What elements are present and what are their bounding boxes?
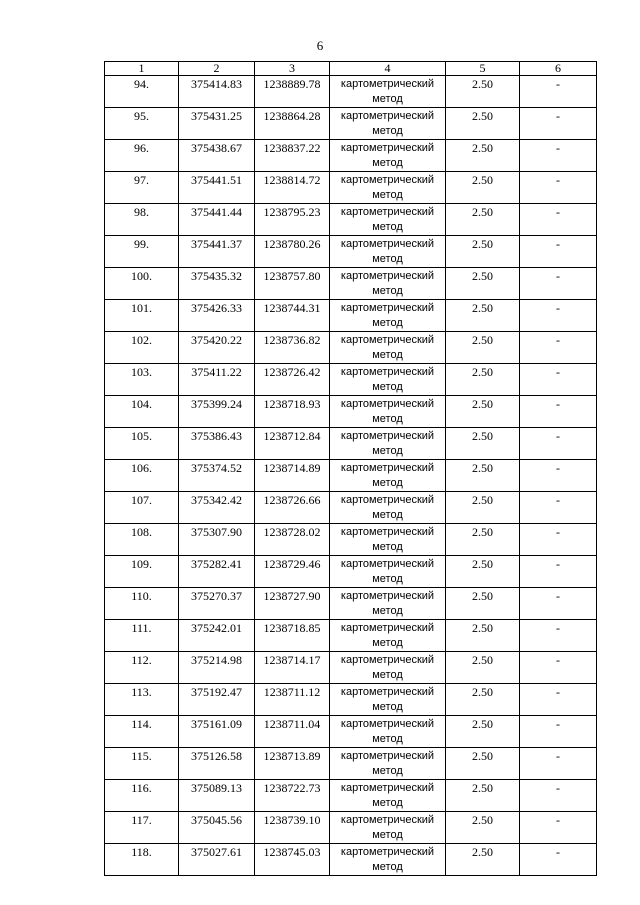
note-cell: -: [520, 396, 597, 428]
method-line-1: картометрический: [340, 110, 435, 122]
y-coordinate-cell: 1238726.66: [255, 492, 330, 524]
point-number-cell: 101.: [105, 300, 179, 332]
point-number-cell: 117.: [105, 812, 179, 844]
accuracy-cell: 2.50: [446, 396, 520, 428]
point-number-cell: 109.: [105, 556, 179, 588]
table-row: [105, 492, 597, 524]
point-number-cell: 106.: [105, 460, 179, 492]
note-cell: -: [520, 588, 597, 620]
x-coordinate-cell: 375270.37: [179, 588, 255, 620]
method-cell: [330, 268, 446, 300]
method-line-2: метод: [372, 125, 403, 137]
x-coordinate-cell: 375161.09: [179, 716, 255, 748]
method-line-2: метод: [372, 189, 403, 201]
x-coordinate-cell: 375441.51: [179, 172, 255, 204]
method-cell: [330, 460, 446, 492]
x-coordinate-cell: 375342.42: [179, 492, 255, 524]
y-coordinate-cell: 1238727.90: [255, 588, 330, 620]
x-coordinate-cell: 375307.90: [179, 524, 255, 556]
point-number-cell: 115.: [105, 748, 179, 780]
point-number-cell: 95.: [105, 108, 179, 140]
point-number-cell: 111.: [105, 620, 179, 652]
accuracy-cell: 2.50: [446, 684, 520, 716]
table-row: [105, 364, 597, 396]
table-row: [105, 396, 597, 428]
x-coordinate-cell: 375192.47: [179, 684, 255, 716]
note-cell: -: [520, 428, 597, 460]
y-coordinate-cell: 1238714.17: [255, 652, 330, 684]
accuracy-cell: 2.50: [446, 588, 520, 620]
method-line-2: метод: [372, 413, 403, 425]
note-cell: -: [520, 268, 597, 300]
table-row: [105, 268, 597, 300]
method-cell: [330, 780, 446, 812]
point-number-cell: 104.: [105, 396, 179, 428]
method-line-2: метод: [372, 381, 403, 393]
method-cell: [330, 716, 446, 748]
method-line-2: метод: [372, 861, 403, 873]
method-cell: [330, 204, 446, 236]
method-line-1: картометрический: [340, 558, 435, 570]
method-line-1: картометрический: [340, 750, 435, 762]
accuracy-cell: 2.50: [446, 556, 520, 588]
table-row: [105, 556, 597, 588]
note-cell: -: [520, 780, 597, 812]
method-cell: [330, 396, 446, 428]
accuracy-cell: 2.50: [446, 780, 520, 812]
method-cell: [330, 652, 446, 684]
note-cell: -: [520, 812, 597, 844]
point-number-cell: 102.: [105, 332, 179, 364]
method-line-1: картометрический: [340, 526, 435, 538]
y-coordinate-cell: 1238744.31: [255, 300, 330, 332]
method-line-2: метод: [372, 317, 403, 329]
y-coordinate-cell: 1238745.03: [255, 844, 330, 876]
y-coordinate-cell: 1238864.28: [255, 108, 330, 140]
method-line-1: картометрический: [340, 782, 435, 794]
method-line-1: картометрический: [340, 398, 435, 410]
y-coordinate-cell: 1238739.10: [255, 812, 330, 844]
accuracy-cell: 2.50: [446, 236, 520, 268]
accuracy-cell: 2.50: [446, 268, 520, 300]
note-cell: -: [520, 460, 597, 492]
header-col-2: 2: [179, 62, 255, 76]
y-coordinate-cell: 1238780.26: [255, 236, 330, 268]
header-col-1: 1: [105, 62, 179, 76]
table-row: [105, 684, 597, 716]
table-row: [105, 716, 597, 748]
method-line-2: метод: [372, 541, 403, 553]
point-number-cell: 118.: [105, 844, 179, 876]
header-col-6: 6: [520, 62, 597, 76]
x-coordinate-cell: 375386.43: [179, 428, 255, 460]
table-row: [105, 204, 597, 236]
accuracy-cell: 2.50: [446, 140, 520, 172]
point-number-cell: 107.: [105, 492, 179, 524]
point-number-cell: 99.: [105, 236, 179, 268]
y-coordinate-cell: 1238837.22: [255, 140, 330, 172]
table-row: [105, 172, 597, 204]
method-cell: [330, 524, 446, 556]
method-line-1: картометрический: [340, 622, 435, 634]
table-row: [105, 748, 597, 780]
note-cell: -: [520, 140, 597, 172]
method-line-2: метод: [372, 93, 403, 105]
method-cell: [330, 428, 446, 460]
point-number-cell: 96.: [105, 140, 179, 172]
note-cell: -: [520, 716, 597, 748]
y-coordinate-cell: 1238795.23: [255, 204, 330, 236]
table-row: [105, 300, 597, 332]
table-row: [105, 428, 597, 460]
table-row: [105, 588, 597, 620]
method-cell: [330, 76, 446, 108]
table-row: [105, 844, 597, 876]
table-row: [105, 652, 597, 684]
y-coordinate-cell: 1238814.72: [255, 172, 330, 204]
method-cell: [330, 332, 446, 364]
method-line-2: метод: [372, 509, 403, 521]
y-coordinate-cell: 1238712.84: [255, 428, 330, 460]
method-line-2: метод: [372, 253, 403, 265]
table-row: [105, 812, 597, 844]
accuracy-cell: 2.50: [446, 716, 520, 748]
point-number-cell: 113.: [105, 684, 179, 716]
method-line-2: метод: [372, 285, 403, 297]
method-cell: [330, 748, 446, 780]
y-coordinate-cell: 1238718.93: [255, 396, 330, 428]
method-line-2: метод: [372, 157, 403, 169]
method-line-1: картометрический: [340, 590, 435, 602]
method-cell: [330, 812, 446, 844]
x-coordinate-cell: 375420.22: [179, 332, 255, 364]
point-number-cell: 116.: [105, 780, 179, 812]
x-coordinate-cell: 375426.33: [179, 300, 255, 332]
note-cell: -: [520, 108, 597, 140]
accuracy-cell: 2.50: [446, 524, 520, 556]
point-number-cell: 110.: [105, 588, 179, 620]
method-cell: [330, 588, 446, 620]
x-coordinate-cell: 375242.01: [179, 620, 255, 652]
point-number-cell: 114.: [105, 716, 179, 748]
method-line-1: картометрический: [340, 494, 435, 506]
y-coordinate-cell: 1238736.82: [255, 332, 330, 364]
y-coordinate-cell: 1238718.85: [255, 620, 330, 652]
method-line-1: картометрический: [340, 302, 435, 314]
note-cell: -: [520, 652, 597, 684]
header-col-4: 4: [330, 62, 446, 76]
x-coordinate-cell: 375089.13: [179, 780, 255, 812]
accuracy-cell: 2.50: [446, 300, 520, 332]
note-cell: -: [520, 684, 597, 716]
table-row: [105, 332, 597, 364]
y-coordinate-cell: 1238729.46: [255, 556, 330, 588]
method-line-1: картометрический: [340, 206, 435, 218]
accuracy-cell: 2.50: [446, 812, 520, 844]
note-cell: -: [520, 300, 597, 332]
x-coordinate-cell: 375374.52: [179, 460, 255, 492]
method-line-1: картометрический: [340, 334, 435, 346]
method-cell: [330, 364, 446, 396]
method-line-1: картометрический: [340, 430, 435, 442]
x-coordinate-cell: 375045.56: [179, 812, 255, 844]
accuracy-cell: 2.50: [446, 620, 520, 652]
table-row: [105, 236, 597, 268]
accuracy-cell: 2.50: [446, 428, 520, 460]
header-row: [105, 62, 597, 76]
method-line-1: картометрический: [340, 718, 435, 730]
point-number-cell: 108.: [105, 524, 179, 556]
x-coordinate-cell: 375399.24: [179, 396, 255, 428]
point-number-cell: 112.: [105, 652, 179, 684]
x-coordinate-cell: 375435.32: [179, 268, 255, 300]
method-line-2: метод: [372, 701, 403, 713]
method-line-2: метод: [372, 573, 403, 585]
accuracy-cell: 2.50: [446, 652, 520, 684]
method-line-2: метод: [372, 829, 403, 841]
x-coordinate-cell: 375282.41: [179, 556, 255, 588]
method-cell: [330, 844, 446, 876]
table-row: [105, 140, 597, 172]
y-coordinate-cell: 1238714.89: [255, 460, 330, 492]
accuracy-cell: 2.50: [446, 460, 520, 492]
method-cell: [330, 236, 446, 268]
method-line-1: картометрический: [340, 174, 435, 186]
point-number-cell: 98.: [105, 204, 179, 236]
method-line-2: метод: [372, 605, 403, 617]
y-coordinate-cell: 1238889.78: [255, 76, 330, 108]
method-line-2: метод: [372, 637, 403, 649]
note-cell: -: [520, 76, 597, 108]
method-line-1: картометрический: [340, 270, 435, 282]
x-coordinate-cell: 375126.58: [179, 748, 255, 780]
method-cell: [330, 140, 446, 172]
y-coordinate-cell: 1238722.73: [255, 780, 330, 812]
method-line-2: метод: [372, 733, 403, 745]
method-line-1: картометрический: [340, 654, 435, 666]
accuracy-cell: 2.50: [446, 332, 520, 364]
y-coordinate-cell: 1238711.12: [255, 684, 330, 716]
note-cell: -: [520, 364, 597, 396]
table-row: [105, 524, 597, 556]
note-cell: -: [520, 492, 597, 524]
x-coordinate-cell: 375027.61: [179, 844, 255, 876]
accuracy-cell: 2.50: [446, 108, 520, 140]
table-row: [105, 780, 597, 812]
note-cell: -: [520, 172, 597, 204]
accuracy-cell: 2.50: [446, 76, 520, 108]
point-number-cell: 105.: [105, 428, 179, 460]
method-line-1: картометрический: [340, 238, 435, 250]
method-line-1: картометрический: [340, 686, 435, 698]
accuracy-cell: 2.50: [446, 204, 520, 236]
x-coordinate-cell: 375411.22: [179, 364, 255, 396]
accuracy-cell: 2.50: [446, 364, 520, 396]
method-line-2: метод: [372, 765, 403, 777]
method-cell: [330, 620, 446, 652]
method-line-2: метод: [372, 477, 403, 489]
method-line-1: картометрический: [340, 814, 435, 826]
x-coordinate-cell: 375441.44: [179, 204, 255, 236]
note-cell: -: [520, 844, 597, 876]
method-line-2: метод: [372, 445, 403, 457]
method-line-1: картометрический: [340, 142, 435, 154]
method-line-2: метод: [372, 797, 403, 809]
method-cell: [330, 300, 446, 332]
point-number-cell: 100.: [105, 268, 179, 300]
y-coordinate-cell: 1238713.89: [255, 748, 330, 780]
method-cell: [330, 492, 446, 524]
table-row: [105, 76, 597, 108]
method-line-1: картометрический: [340, 366, 435, 378]
note-cell: -: [520, 620, 597, 652]
accuracy-cell: 2.50: [446, 844, 520, 876]
header-col-5: 5: [446, 62, 520, 76]
header-col-3: 3: [255, 62, 330, 76]
x-coordinate-cell: 375214.98: [179, 652, 255, 684]
method-line-1: картометрический: [340, 78, 435, 90]
page-number: 6: [316, 38, 324, 53]
accuracy-cell: 2.50: [446, 492, 520, 524]
note-cell: -: [520, 748, 597, 780]
y-coordinate-cell: 1238726.42: [255, 364, 330, 396]
table-row: [105, 620, 597, 652]
y-coordinate-cell: 1238711.04: [255, 716, 330, 748]
method-line-1: картометрический: [340, 846, 435, 858]
x-coordinate-cell: 375438.67: [179, 140, 255, 172]
table-row: [105, 460, 597, 492]
method-cell: [330, 172, 446, 204]
method-cell: [330, 684, 446, 716]
note-cell: -: [520, 204, 597, 236]
coordinates-table: [104, 61, 597, 876]
table-body: [105, 76, 597, 876]
method-line-1: картометрический: [340, 462, 435, 474]
x-coordinate-cell: 375441.37: [179, 236, 255, 268]
point-number-cell: 97.: [105, 172, 179, 204]
point-number-cell: 103.: [105, 364, 179, 396]
method-line-2: метод: [372, 349, 403, 361]
method-line-2: метод: [372, 669, 403, 681]
accuracy-cell: 2.50: [446, 748, 520, 780]
accuracy-cell: 2.50: [446, 172, 520, 204]
note-cell: -: [520, 524, 597, 556]
table-header: [105, 62, 597, 76]
method-cell: [330, 108, 446, 140]
y-coordinate-cell: 1238757.80: [255, 268, 330, 300]
method-line-2: метод: [372, 221, 403, 233]
note-cell: -: [520, 236, 597, 268]
x-coordinate-cell: 375414.83: [179, 76, 255, 108]
note-cell: -: [520, 556, 597, 588]
note-cell: -: [520, 332, 597, 364]
y-coordinate-cell: 1238728.02: [255, 524, 330, 556]
point-number-cell: 94.: [105, 76, 179, 108]
table-row: [105, 108, 597, 140]
method-cell: [330, 556, 446, 588]
x-coordinate-cell: 375431.25: [179, 108, 255, 140]
